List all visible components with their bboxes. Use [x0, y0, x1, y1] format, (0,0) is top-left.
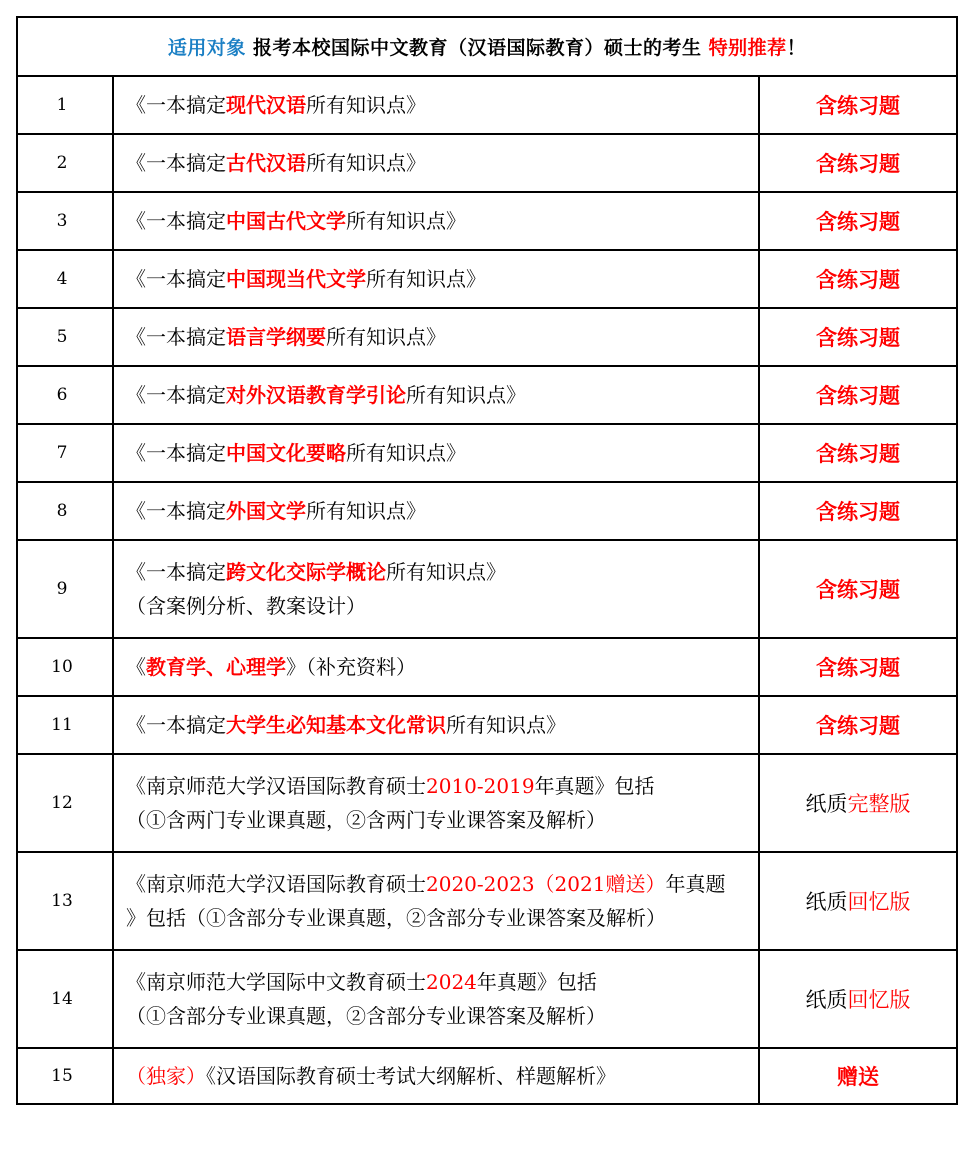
- material-title: [113, 1048, 759, 1104]
- title-suffix: 所有知识点》: [306, 93, 426, 117]
- note-text: 含练习题: [816, 441, 900, 466]
- row-number: 13: [17, 852, 113, 950]
- title-subject: 现代汉语: [226, 93, 306, 117]
- note-text: 含练习题: [816, 713, 900, 738]
- title-prefix: 《一本搞定: [126, 441, 226, 465]
- header-cell: [17, 17, 957, 76]
- note-prefix: 纸质: [805, 792, 848, 816]
- note-prefix: 纸质: [805, 988, 848, 1012]
- title-years: 2024: [426, 970, 477, 994]
- header-end: ！: [786, 37, 807, 59]
- title-line-2: 》包括（①含部分专业课真题，②含部分专业课答案及解析）: [126, 906, 666, 930]
- target-audience-label: 适用对象: [167, 37, 246, 59]
- table-row: [17, 76, 957, 134]
- material-title: [113, 696, 759, 754]
- row-number: 9: [17, 540, 113, 638]
- title-suffix: 年真题》包括: [476, 970, 597, 994]
- title-suffix: 所有知识点》: [306, 151, 426, 175]
- title-suffix: 》（补充资料）: [286, 655, 416, 679]
- note-text: 含练习题: [816, 383, 900, 408]
- title-suffix: 年真题》包括: [534, 774, 655, 798]
- material-title: [113, 134, 759, 192]
- target-audience-text: 报考本校国际中文教育（汉语国际教育）硕士的考生: [245, 37, 709, 59]
- title-suffix: 所有知识点》: [306, 499, 426, 523]
- title-suffix: 所有知识点》: [366, 267, 486, 291]
- note-text: 含练习题: [816, 577, 900, 602]
- materials-table: [16, 16, 958, 1105]
- table-row: [17, 308, 957, 366]
- title-subject: 中国现当代文学: [226, 267, 366, 291]
- note-text: 含练习题: [816, 325, 900, 350]
- material-title: [113, 852, 759, 950]
- material-note: [759, 192, 957, 250]
- material-note: [759, 696, 957, 754]
- row-number: 4: [17, 250, 113, 308]
- table-row: [17, 482, 957, 540]
- table-row: [17, 638, 957, 696]
- row-number: 11: [17, 696, 113, 754]
- table-row: [17, 754, 957, 852]
- row-number: 10: [17, 638, 113, 696]
- note-edition: 回忆版: [847, 988, 911, 1012]
- recommend-label: 特别推荐: [708, 37, 787, 59]
- material-title: [113, 482, 759, 540]
- note-text: 含练习题: [816, 267, 900, 292]
- material-title: [113, 192, 759, 250]
- title-suffix: 所有知识点》: [346, 441, 466, 465]
- title-years: 2020-2023（2021赠送）: [426, 872, 666, 896]
- row-number: 7: [17, 424, 113, 482]
- title-subject: 古代汉语: [226, 151, 306, 175]
- title-subject: 中国古代文学: [226, 209, 346, 233]
- table-row: [17, 852, 957, 950]
- note-text: 含练习题: [816, 655, 900, 680]
- title-text: 《汉语国际教育硕士考试大纲解析、样题解析》: [206, 1064, 616, 1088]
- table-row: [17, 424, 957, 482]
- material-note: [759, 424, 957, 482]
- material-title: [113, 638, 759, 696]
- title-prefix: 《一本搞定: [126, 560, 226, 584]
- title-prefix: 《南京师范大学国际中文教育硕士: [126, 970, 426, 994]
- table-row: [17, 192, 957, 250]
- title-line-2: （含案例分析、教案设计）: [126, 594, 366, 618]
- table-row: [17, 366, 957, 424]
- title-suffix: 所有知识点》: [326, 325, 446, 349]
- table-row: [17, 696, 957, 754]
- note-edition: 回忆版: [847, 890, 911, 914]
- title-subject: 对外汉语教育学引论: [226, 383, 406, 407]
- material-note: [759, 366, 957, 424]
- material-title: [113, 76, 759, 134]
- table-row: [17, 134, 957, 192]
- title-suffix: 所有知识点》: [406, 383, 526, 407]
- material-title: [113, 950, 759, 1048]
- title-prefix: 《一本搞定: [126, 499, 226, 523]
- row-number: 3: [17, 192, 113, 250]
- note-text: 含练习题: [816, 499, 900, 524]
- exclusive-tag: （独家）: [126, 1064, 206, 1088]
- row-number: 14: [17, 950, 113, 1048]
- title-line-2: （①含两门专业课真题，②含两门专业课答案及解析）: [126, 808, 606, 832]
- material-title: [113, 250, 759, 308]
- title-subject: 中国文化要略: [226, 441, 346, 465]
- material-note: [759, 1048, 957, 1104]
- title-line-2: （①含部分专业课真题，②含部分专业课答案及解析）: [126, 1004, 606, 1028]
- note-prefix: 纸质: [805, 890, 848, 914]
- material-note: [759, 540, 957, 638]
- title-prefix: 《一本搞定: [126, 151, 226, 175]
- title-suffix: 年真题: [665, 872, 726, 896]
- note-text: 含练习题: [816, 93, 900, 118]
- title-suffix: 所有知识点》: [346, 209, 466, 233]
- material-note: [759, 950, 957, 1048]
- row-number: 12: [17, 754, 113, 852]
- row-number: 1: [17, 76, 113, 134]
- title-prefix: 《一本搞定: [126, 267, 226, 291]
- material-title: [113, 366, 759, 424]
- material-title: [113, 540, 759, 638]
- title-prefix: 《南京师范大学汉语国际教育硕士: [126, 872, 426, 896]
- title-prefix: 《一本搞定: [126, 93, 226, 117]
- title-years: 2010-2019: [426, 774, 535, 798]
- table-row: [17, 540, 957, 638]
- title-prefix: 《一本搞定: [126, 383, 226, 407]
- note-text: 含练习题: [816, 151, 900, 176]
- row-number: 2: [17, 134, 113, 192]
- row-number: 5: [17, 308, 113, 366]
- title-prefix: 《一本搞定: [126, 209, 226, 233]
- table-header-row: [17, 17, 957, 76]
- title-prefix: 《一本搞定: [126, 325, 226, 349]
- note-text: 含练习题: [816, 209, 900, 234]
- material-note: [759, 638, 957, 696]
- row-number: 6: [17, 366, 113, 424]
- title-subject: 外国文学: [226, 499, 306, 523]
- title-subject: 语言学纲要: [226, 325, 326, 349]
- row-number: 8: [17, 482, 113, 540]
- title-subject: 教育学、心理学: [146, 655, 286, 679]
- material-title: [113, 754, 759, 852]
- material-title: [113, 308, 759, 366]
- material-note: [759, 308, 957, 366]
- table-row: [17, 250, 957, 308]
- title-subject: 跨文化交际学概论: [226, 560, 386, 584]
- title-subject: 大学生必知基本文化常识: [226, 713, 446, 737]
- material-note: [759, 852, 957, 950]
- title-suffix: 所有知识点》: [386, 560, 506, 584]
- title-suffix: 所有知识点》: [446, 713, 566, 737]
- material-note: [759, 134, 957, 192]
- material-note: [759, 754, 957, 852]
- table-row: [17, 950, 957, 1048]
- table-row: [17, 1048, 957, 1104]
- note-text: 赠送: [837, 1064, 879, 1089]
- material-note: [759, 482, 957, 540]
- material-note: [759, 250, 957, 308]
- title-prefix: 《: [126, 655, 146, 679]
- material-note: [759, 76, 957, 134]
- title-prefix: 《南京师范大学汉语国际教育硕士: [126, 774, 426, 798]
- title-prefix: 《一本搞定: [126, 713, 226, 737]
- row-number: 15: [17, 1048, 113, 1104]
- note-edition: 完整版: [847, 792, 911, 816]
- material-title: [113, 424, 759, 482]
